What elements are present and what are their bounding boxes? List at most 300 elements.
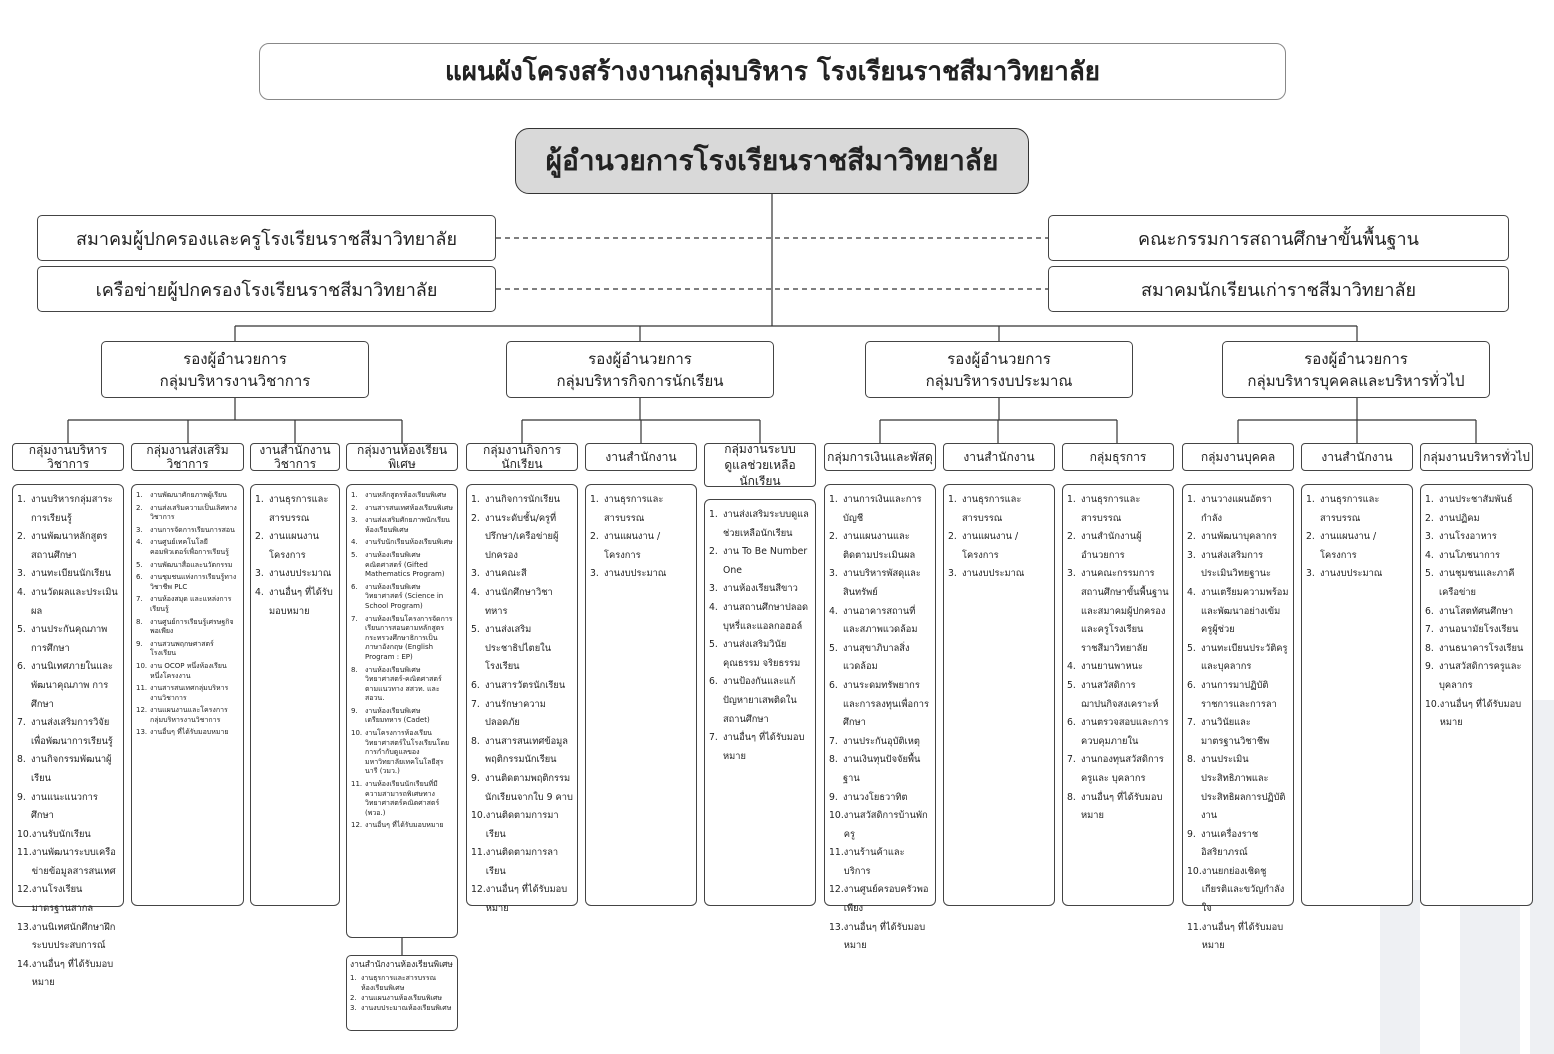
task-text: งานโรงเรียนมาตรฐานสากล bbox=[31, 884, 94, 915]
task-number: 3. bbox=[471, 568, 480, 580]
task-number: 2. bbox=[350, 994, 357, 1002]
task-item bbox=[351, 491, 453, 501]
task-text: งานวินัยและมาตรฐานวิชาชีพ bbox=[1201, 717, 1270, 747]
task-number: 9. bbox=[829, 791, 838, 803]
group-header bbox=[704, 443, 816, 487]
task-item bbox=[829, 733, 931, 752]
task-item bbox=[1187, 863, 1289, 919]
task-item bbox=[17, 881, 119, 918]
task-number: 7. bbox=[136, 595, 143, 604]
task-item bbox=[1067, 491, 1169, 528]
task-text: งานอนามัยโรงเรียน bbox=[1439, 624, 1519, 636]
task-text: งานห้องเรียนพิเศษวิทยาศาสตร์-คณิตศาสตร์ตามแนวทาง สสวท. และ สอวน. bbox=[365, 665, 442, 703]
side-box-parent-network: เครือข่ายผู้ปกครองโรงเรียนราชสีมาวิทยาลัย bbox=[37, 266, 496, 312]
group-header: กลุ่มงานห้องเรียนพิเศษ bbox=[346, 443, 458, 471]
task-number: 4. bbox=[255, 586, 264, 598]
task-text: งานอื่นๆ ที่ได้รับมอบหมาย bbox=[1201, 921, 1284, 952]
task-number: 7. bbox=[829, 735, 838, 747]
task-number: 12. bbox=[136, 706, 148, 715]
task-item bbox=[1425, 658, 1528, 695]
task-text: งานสารสนเทศห้องเรียนพิเศษ bbox=[365, 503, 453, 512]
task-number: 2. bbox=[1187, 531, 1196, 543]
group-header: งานสำนักงาน bbox=[943, 443, 1055, 471]
group-task-list bbox=[824, 484, 936, 952]
task-text: งานห้องเรียนนักเรียนที่มีความสามารถพิเศษทางวิทยาศาสตร์คณิตศาสตร์ (พวอ.) bbox=[365, 780, 440, 817]
task-number: 5. bbox=[1067, 679, 1076, 691]
task-text: งานสารสนเทศข้อมูลพฤติกรรมนักเรียน bbox=[485, 735, 569, 766]
task-item bbox=[1067, 565, 1169, 658]
task-item bbox=[17, 528, 119, 565]
task-item bbox=[829, 528, 931, 565]
task-text: งานยานพาหนะ bbox=[1081, 661, 1143, 673]
task-text: งานนิเทศภายในและพัฒนาคุณภาพ การศึกษา bbox=[31, 661, 114, 710]
task-text: งานสวนพฤกษศาสตร์โรงเรียน bbox=[150, 639, 214, 658]
task-text: งานแผนงานโครงการ bbox=[269, 531, 320, 561]
task-text: งานประชาสัมพันธ์ bbox=[1439, 494, 1513, 505]
task-number: 8. bbox=[1425, 642, 1434, 654]
task-number: 6. bbox=[1067, 717, 1076, 729]
task-number: 7. bbox=[351, 614, 358, 623]
task-item bbox=[17, 491, 119, 528]
deputy-academic bbox=[101, 341, 369, 398]
task-number: 10. bbox=[1425, 698, 1440, 710]
task-text: งานนิเทศนักศึกษาฝึกระบบประสบการณ์ bbox=[31, 921, 116, 952]
task-text: งานตรวจสอบและการควบคุมภายใน bbox=[1081, 717, 1169, 747]
task-text: งานศูนย์การเรียนรู้เศรษฐกิจพอเพียง bbox=[150, 617, 234, 636]
task-text: งานป้องกันและแก้ปัญหายาเสพติดในสถานศึกษา bbox=[723, 676, 797, 725]
task-number: 2. bbox=[471, 512, 480, 524]
task-text: งานประกันอุบัติเหตุ bbox=[843, 735, 920, 747]
director-box: ผู้อำนวยการโรงเรียนราชสีมาวิทยาลัย bbox=[515, 128, 1029, 194]
task-number: 4. bbox=[471, 586, 480, 598]
page-title: แผนผังโครงสร้างงานกลุ่มบริหาร โรงเรียนราชสีมาวิทยาลัย bbox=[259, 43, 1286, 100]
task-item bbox=[709, 599, 811, 636]
deputy-student-affairs bbox=[506, 341, 774, 398]
task-number: 1. bbox=[471, 494, 480, 505]
task-number: 6. bbox=[1187, 679, 1196, 691]
task-number: 8. bbox=[471, 735, 480, 747]
task-number: 12. bbox=[351, 821, 363, 830]
task-text: งานโรงอาหาร bbox=[1439, 531, 1497, 543]
task-number: 9. bbox=[1425, 661, 1434, 673]
task-text: งานอื่นๆ ที่ได้รับมอบหมาย bbox=[150, 728, 229, 737]
task-item bbox=[948, 491, 1050, 528]
task-item bbox=[1187, 751, 1289, 825]
side-box-alumni-association: สมาคมนักเรียนเก่าราชสีมาวิทยาลัย bbox=[1048, 266, 1509, 312]
task-item bbox=[471, 677, 573, 696]
task-text: งานอื่นๆ ที่ได้รับมอบหมาย bbox=[843, 921, 926, 952]
task-number: 2. bbox=[1067, 531, 1076, 543]
task-item bbox=[17, 565, 119, 584]
task-number: 5. bbox=[17, 624, 26, 636]
task-item bbox=[17, 789, 119, 826]
task-text: งานงบประมาณ bbox=[962, 568, 1025, 580]
task-number: 8. bbox=[1067, 791, 1076, 803]
task-item bbox=[136, 526, 239, 536]
task-number: 1. bbox=[1306, 494, 1315, 505]
task-item bbox=[471, 491, 573, 510]
task-text: งานยกย่องเชิดชูเกียรติและขวัญกำลังใจ bbox=[1201, 865, 1285, 915]
task-text: งานพัฒนาหลักสูตรสถานศึกษา bbox=[31, 531, 108, 561]
task-item bbox=[829, 807, 931, 844]
task-number: 4. bbox=[136, 538, 143, 547]
task-number: 12. bbox=[471, 884, 486, 896]
task-text: งานนักศึกษาวิชาทหาร bbox=[485, 586, 553, 617]
task-number: 9. bbox=[17, 791, 26, 803]
group-header: กลุ่มงานกิจการนักเรียน bbox=[466, 443, 578, 471]
deputy-title: รองผู้อำนวยการ bbox=[1304, 349, 1408, 368]
task-text: งานทะเบียนนักเรียน bbox=[31, 568, 112, 580]
group-header: งานสำนักงาน bbox=[1301, 443, 1413, 471]
task-item bbox=[709, 580, 811, 599]
task-item bbox=[136, 640, 239, 659]
task-text: งานแผนงาน / โครงการ bbox=[604, 531, 661, 561]
group-task-list bbox=[131, 484, 244, 906]
task-item bbox=[136, 491, 239, 501]
task-item bbox=[351, 780, 453, 818]
task-item bbox=[255, 565, 335, 584]
task-item bbox=[136, 504, 239, 523]
task-number: 12. bbox=[829, 884, 844, 896]
task-number: 3. bbox=[1306, 568, 1315, 580]
task-number: 8. bbox=[17, 754, 26, 766]
task-number: 1. bbox=[948, 494, 957, 505]
task-item bbox=[351, 551, 453, 580]
task-text: งานห้องเรียนพิเศษเตรียมทหาร (Cadet) bbox=[365, 706, 430, 725]
task-text: งานชุมชนและภาคีเครือข่าย bbox=[1439, 568, 1515, 598]
task-item bbox=[1425, 491, 1528, 510]
task-number: 5. bbox=[829, 642, 838, 654]
task-item bbox=[1306, 491, 1408, 528]
task-text: งานส่งเสริมการประเมินวิทยฐานะ bbox=[1201, 549, 1272, 580]
task-number: 11. bbox=[829, 847, 844, 859]
task-number: 3. bbox=[136, 525, 143, 534]
task-number: 10. bbox=[471, 810, 486, 822]
task-number: 9. bbox=[136, 639, 143, 648]
task-item bbox=[471, 881, 573, 918]
task-item bbox=[948, 565, 1050, 584]
deputy-title: รองผู้อำนวยการ bbox=[947, 349, 1051, 368]
task-number: 6. bbox=[471, 679, 480, 691]
task-number: 3. bbox=[1067, 568, 1076, 580]
task-number: 6. bbox=[829, 679, 838, 691]
task-item bbox=[1067, 714, 1169, 751]
task-item bbox=[351, 666, 453, 704]
task-item bbox=[1067, 751, 1169, 788]
task-text: งานศูนย์ครอบครัวพอเพียง bbox=[843, 884, 929, 915]
task-item bbox=[829, 603, 931, 640]
task-item bbox=[709, 506, 811, 543]
task-text: งานระดมทรัพยากรและการลงทุนเพื่อการศึกษา bbox=[843, 679, 929, 729]
task-text: งานสวัสดิการครูและบุคลากร bbox=[1439, 661, 1522, 691]
task-text: งานห้องเรียนสีขาว bbox=[723, 583, 798, 595]
task-item bbox=[17, 621, 119, 658]
task-text: งานธุรการและสารบรรณ bbox=[604, 494, 664, 524]
task-number: 5. bbox=[136, 560, 143, 569]
task-number: 6. bbox=[17, 661, 26, 673]
task-text: งานส่งเสริมการวิจัยเพื่อพัฒนาการเรียนรู้ bbox=[31, 717, 113, 747]
task-number: 2. bbox=[590, 531, 599, 543]
task-number: 9. bbox=[471, 772, 480, 784]
task-number: 11. bbox=[136, 684, 148, 693]
task-number: 1. bbox=[255, 494, 264, 505]
task-item bbox=[1306, 565, 1408, 584]
task-item bbox=[948, 528, 1050, 565]
task-item bbox=[351, 504, 453, 514]
task-text: งานส่งเสริมประชาธิปไตยในโรงเรียน bbox=[485, 624, 552, 673]
task-number: 4. bbox=[351, 538, 358, 547]
task-text: งานธนาคารโรงเรียน bbox=[1439, 642, 1524, 654]
task-number: 5. bbox=[471, 624, 480, 636]
task-item bbox=[136, 706, 239, 725]
task-number: 3. bbox=[350, 1004, 357, 1012]
task-item bbox=[471, 510, 573, 566]
task-text: งานศูนย์เทคโนโลยีคอมพิวเตอร์เพื่อการเรียนรู้ bbox=[150, 538, 229, 556]
group-header: กลุ่มงานส่งเสริมวิชาการ bbox=[131, 443, 244, 471]
group-task-list bbox=[1301, 484, 1413, 906]
task-number: 4. bbox=[1187, 586, 1196, 598]
task-text: งานอื่นๆ ที่ได้รับมอบหมาย bbox=[269, 586, 333, 617]
task-text: งานการเงินและการบัญชี bbox=[843, 494, 922, 524]
task-text: งานโสตทัศนศึกษา bbox=[1439, 605, 1514, 617]
task-text: งานพัฒนาศักยภาพผู้เรียน bbox=[150, 491, 227, 499]
group-task-list bbox=[12, 484, 124, 989]
task-item bbox=[829, 844, 931, 881]
task-text: งานแผนงาน / โครงการ bbox=[962, 531, 1019, 561]
task-number: 12. bbox=[17, 884, 32, 896]
task-number: 4. bbox=[1425, 549, 1434, 561]
task-item bbox=[1187, 714, 1289, 751]
task-number: 8. bbox=[136, 617, 143, 626]
task-number: 10. bbox=[829, 810, 844, 822]
task-item bbox=[709, 729, 811, 766]
task-item bbox=[351, 821, 453, 831]
task-number: 1. bbox=[829, 494, 838, 505]
group-header-text: กลุ่มงานระบบดูแลช่วยเหลือนักเรียน bbox=[724, 442, 796, 488]
task-text: งานห้องเรียนโครงการจัดการเรียนการสอนตามหลักสูตรกระทรวงศึกษาธิการเป็นภาษาอังกฤษ (English Program : EP) bbox=[365, 614, 453, 661]
side-box-school-committee: คณะกรรมการสถานศึกษาขั้นพื้นฐาน bbox=[1048, 215, 1509, 261]
task-item bbox=[829, 881, 931, 918]
task-item bbox=[1187, 584, 1289, 640]
task-item bbox=[136, 561, 239, 571]
deputy-personnel-general bbox=[1222, 341, 1490, 398]
task-number: 2. bbox=[1306, 531, 1315, 543]
task-item bbox=[709, 673, 811, 729]
task-number: 1. bbox=[1067, 494, 1076, 505]
task-text: งานสารวัตรนักเรียน bbox=[485, 679, 566, 691]
task-text: งานพัฒนาสื่อและนวัตกรรม bbox=[150, 560, 233, 569]
task-text: งานวางแผนอัตรากำลัง bbox=[1201, 494, 1272, 524]
task-text: งานการมาปฏิบัติราชการและการลา bbox=[1201, 679, 1277, 710]
deputy-title: รองผู้อำนวยการ bbox=[588, 349, 692, 368]
task-number: 2. bbox=[829, 531, 838, 543]
task-text: งานแนะแนวการศึกษา bbox=[31, 791, 98, 822]
task-item bbox=[351, 615, 453, 663]
group-task-list bbox=[346, 484, 458, 938]
task-number: 9. bbox=[351, 706, 358, 715]
task-item bbox=[1187, 640, 1289, 677]
task-number: 6. bbox=[709, 676, 718, 688]
task-text: งานธุรการและสารบรรณ bbox=[1320, 494, 1380, 524]
group-header: งานสำนักงาน bbox=[585, 443, 697, 471]
task-item bbox=[350, 973, 454, 993]
group-header: งานสำนักงานวิชาการ bbox=[250, 443, 340, 471]
task-item bbox=[351, 707, 453, 726]
task-item bbox=[471, 733, 573, 770]
task-item bbox=[709, 636, 811, 673]
task-item bbox=[471, 807, 573, 844]
task-number: 5. bbox=[709, 639, 718, 651]
task-number: 8. bbox=[351, 665, 358, 674]
task-text: งานธุรการและสารบรรณ bbox=[269, 494, 329, 524]
task-number: 7. bbox=[1187, 717, 1196, 729]
task-number: 9. bbox=[1187, 828, 1196, 840]
task-item bbox=[17, 658, 119, 714]
task-number: 1. bbox=[590, 494, 599, 505]
deputy-department: กลุ่มบริหารงบประมาณ bbox=[925, 371, 1073, 390]
task-text: งานสวัสดิการฌาปนกิจสงเคราะห์ bbox=[1081, 679, 1159, 710]
task-number: 1. bbox=[17, 494, 26, 505]
task-text: งานระดับชั้น/ครูที่ปรึกษา/เครือข่ายผู้ปกครอง bbox=[485, 512, 559, 561]
task-item bbox=[351, 516, 453, 535]
task-item bbox=[136, 684, 239, 703]
group-task-list bbox=[585, 484, 697, 906]
deputy-department: กลุ่มบริหารบุคคลและบริหารทั่วไป bbox=[1247, 371, 1465, 390]
task-text: งานสำนักงานผู้อำนวยการ bbox=[1081, 531, 1142, 561]
task-number: 2. bbox=[948, 531, 957, 543]
task-item bbox=[590, 565, 692, 584]
task-text: งาน OCOP หนึ่งห้องเรียนหนึ่งโครงงาน bbox=[150, 661, 227, 680]
task-item bbox=[255, 584, 335, 621]
task-item bbox=[829, 677, 931, 733]
task-item bbox=[1425, 510, 1528, 529]
task-text: งานแผนงาน / โครงการ bbox=[1320, 531, 1377, 561]
task-number: 1. bbox=[709, 509, 718, 520]
task-text: งานชุมชนแห่งการเรียนรู้ทางวิชาชีพ PLC bbox=[150, 573, 237, 591]
task-text: งานอื่นๆ ที่ได้รับมอบหมาย bbox=[1439, 698, 1522, 729]
task-number: 5. bbox=[351, 550, 358, 559]
task-text: งานสุขาภิบาลสิ่งแวดล้อม bbox=[843, 642, 910, 673]
task-number: 7. bbox=[471, 698, 480, 710]
task-text: งานส่งเสริมความเป็นเลิศทางวิชาการ bbox=[150, 503, 237, 522]
task-item bbox=[17, 714, 119, 751]
task-text: งานกิจกรรมพัฒนาผู้เรียน bbox=[31, 754, 112, 784]
task-number: 3. bbox=[17, 568, 26, 580]
task-text: งานกิจการนักเรียน bbox=[485, 494, 560, 505]
task-number: 10. bbox=[17, 828, 32, 840]
task-text: งานธุรการและสารบรรณ bbox=[962, 494, 1022, 524]
task-item bbox=[1425, 528, 1528, 547]
task-item bbox=[1425, 547, 1528, 566]
task-text: งานงบประมาณ bbox=[604, 568, 667, 580]
task-text: งานรับนักเรียน bbox=[31, 828, 91, 840]
task-text: งานห้องเรียนพิเศษวิทยาศาสตร์ (Science in School Program) bbox=[365, 582, 444, 610]
deputy-department: กลุ่มบริหารงานวิชาการ bbox=[159, 371, 311, 390]
group-task-list bbox=[250, 484, 340, 906]
task-number: 13. bbox=[17, 921, 32, 933]
task-item bbox=[17, 826, 119, 845]
task-item bbox=[17, 919, 119, 956]
task-item bbox=[1306, 528, 1408, 565]
task-text: งานห้องเรียนพิเศษคณิตศาสตร์ (Gifted Mathematics Program) bbox=[365, 550, 445, 579]
task-item bbox=[136, 728, 239, 738]
task-item bbox=[1067, 658, 1169, 677]
task-number: 2. bbox=[255, 531, 264, 543]
task-text: งาน To Be Number One bbox=[723, 546, 808, 576]
task-item bbox=[136, 595, 239, 614]
group-task-list bbox=[1062, 484, 1174, 906]
group-task-list bbox=[1420, 484, 1533, 906]
task-text: งานโภชนาการ bbox=[1439, 549, 1500, 561]
task-number: 11. bbox=[471, 847, 486, 859]
task-number: 13. bbox=[136, 728, 148, 737]
task-item bbox=[1425, 603, 1528, 622]
task-text: งานอาคารสถานที่และสภาพแวดล้อม bbox=[843, 605, 918, 636]
group-header: กลุ่มงานบริหารทั่วไป bbox=[1420, 443, 1533, 471]
task-text: งานห้องสมุด และแหล่งการเรียนรู้ bbox=[150, 595, 232, 613]
task-number: 5. bbox=[1187, 642, 1196, 654]
task-number: 7. bbox=[1067, 754, 1076, 766]
task-text: งานประกันคุณภาพการศึกษา bbox=[31, 624, 108, 654]
task-item bbox=[1187, 826, 1289, 863]
task-number: 7. bbox=[709, 732, 718, 744]
special-class-office-box bbox=[346, 955, 458, 1031]
task-text: งานอื่นๆ ที่ได้รับมอบหมาย bbox=[31, 958, 114, 989]
task-text: งานการจัดการเรียนการสอน bbox=[150, 525, 235, 534]
task-number: 14. bbox=[17, 958, 32, 970]
task-text: งานพัฒนาระบบเครือข่ายข้อมูลสารสนเทศ bbox=[31, 847, 116, 877]
task-text: งานเตรียมความพร้อมและพัฒนาอย่างเข้มครูผู้ช่วย bbox=[1201, 586, 1289, 636]
task-item bbox=[829, 640, 931, 677]
task-item bbox=[136, 538, 239, 557]
task-text: งานงบประมาณ bbox=[269, 568, 332, 580]
task-number: 10. bbox=[136, 661, 148, 670]
task-item bbox=[709, 543, 811, 580]
task-item bbox=[1187, 677, 1289, 714]
task-number: 3. bbox=[948, 568, 957, 580]
task-item bbox=[136, 573, 239, 592]
task-text: งานส่งเสริมระบบดูแลช่วยเหลือนักเรียน bbox=[723, 509, 809, 539]
task-text: งานรับนักเรียนห้องเรียนพิเศษ bbox=[365, 538, 453, 547]
task-item bbox=[471, 770, 573, 807]
task-text: งานอื่นๆ ที่ได้รับมอบหมาย bbox=[1081, 791, 1163, 822]
task-item bbox=[350, 1003, 454, 1013]
task-number: 1. bbox=[1187, 494, 1196, 505]
task-number: 3. bbox=[1425, 531, 1434, 543]
task-item bbox=[590, 528, 692, 565]
task-text: งานอื่นๆ ที่ได้รับมอบหมาย bbox=[723, 732, 805, 762]
task-item bbox=[351, 538, 453, 548]
task-item bbox=[255, 491, 335, 528]
task-item bbox=[1425, 621, 1528, 640]
task-text: งานประเมินประสิทธิภาพและประสิทธิผลการปฏิบัติงาน bbox=[1201, 754, 1286, 822]
task-number: 2. bbox=[17, 531, 26, 543]
task-number: 2. bbox=[709, 546, 718, 558]
task-number: 11. bbox=[17, 847, 32, 859]
task-item bbox=[1067, 528, 1169, 565]
task-text: งานคณะสี bbox=[485, 568, 527, 580]
task-item bbox=[1187, 919, 1289, 956]
task-text: งานส่งเสริมศักยภาพนักเรียนห้องเรียนพิเศษ bbox=[365, 516, 450, 534]
task-number: 3. bbox=[829, 568, 838, 580]
task-text: งานปฏิคม bbox=[1439, 512, 1480, 524]
task-item bbox=[471, 584, 573, 621]
group-header: กลุ่มงานบริหารวิชาการ bbox=[12, 443, 124, 471]
task-item bbox=[471, 621, 573, 677]
task-text: งานพัฒนาบุคลากร bbox=[1201, 531, 1277, 543]
task-item bbox=[829, 565, 931, 602]
task-number: 11. bbox=[1187, 921, 1202, 933]
